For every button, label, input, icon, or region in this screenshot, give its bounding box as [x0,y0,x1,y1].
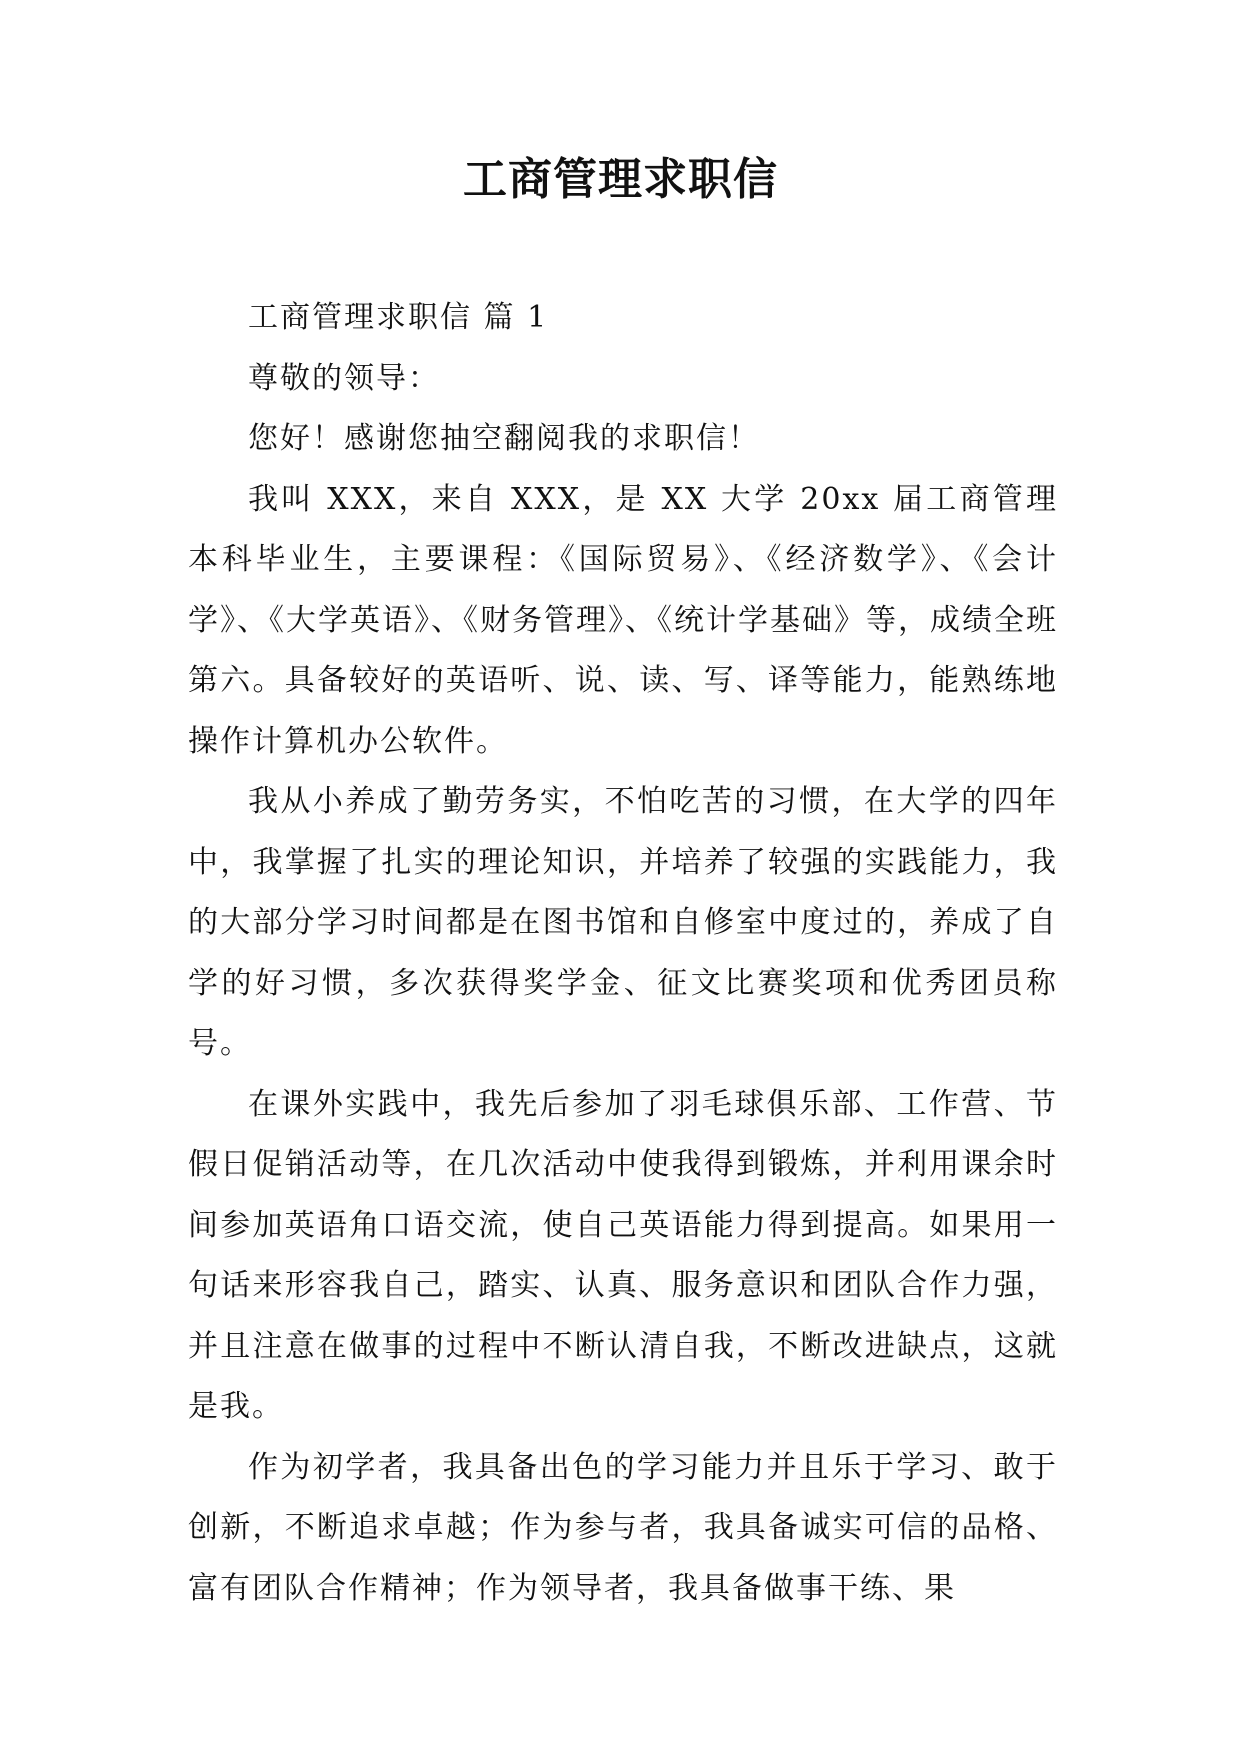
qualities-paragraph: 作为初学者，我具备出色的学习能力并且乐于学习、敢于创新，不断追求卓越；作为参与者，我具备诚实可信的品格、富有团队合作精神；作为领导者，我具备做事干练、果 [188,1449,1058,1606]
practice-paragraph: 在课外实践中，我先后参加了羽毛球俱乐部、工作营、节假日促销活动等，在几次活动中使我得到锻炼，并利用课余时间参加英语角口语交流，使自己英语能力得到提高。如果用一句话来形容我自己，踏实、认真、服务意识和团队合作力强，并且注意在做事的过程中不断认清自我，不断改进缺点，这就是我。 [188,1086,1058,1424]
document-body [188,288,1058,1619]
section-heading: 工商管理求职信 篇 1 [248,300,549,335]
study-paragraph: 我从小养成了勤劳务实，不怕吃苦的习惯，在大学的四年中，我掌握了扎实的理论知识，并培养了较强的实践能力，我的大部分学习时间都是在图书馆和自修室中度过的，养成了自学的好习惯，多次获得奖学金、征文比赛奖项和优秀团员称号。 [188,784,1058,1061]
salutation: 尊敬的领导： [248,360,440,396]
intro-paragraph: 我叫 XXX，来自 XXX，是 XX 大学 20xx 届工商管理本科毕业生，主要课程：《国际贸易》、《经济数学》、《会计学》、《大学英语》、《财务管理》、《统计学基础》等，成绩全班第六。具备较好的英语听、说、读、写、译等能力，能熟练地操作计算机办公软件。 [188,481,1058,759]
greeting-paragraph: 您好！感谢您抽空翻阅我的求职信！ [248,421,760,456]
document-title: 工商管理求职信 [463,154,778,205]
